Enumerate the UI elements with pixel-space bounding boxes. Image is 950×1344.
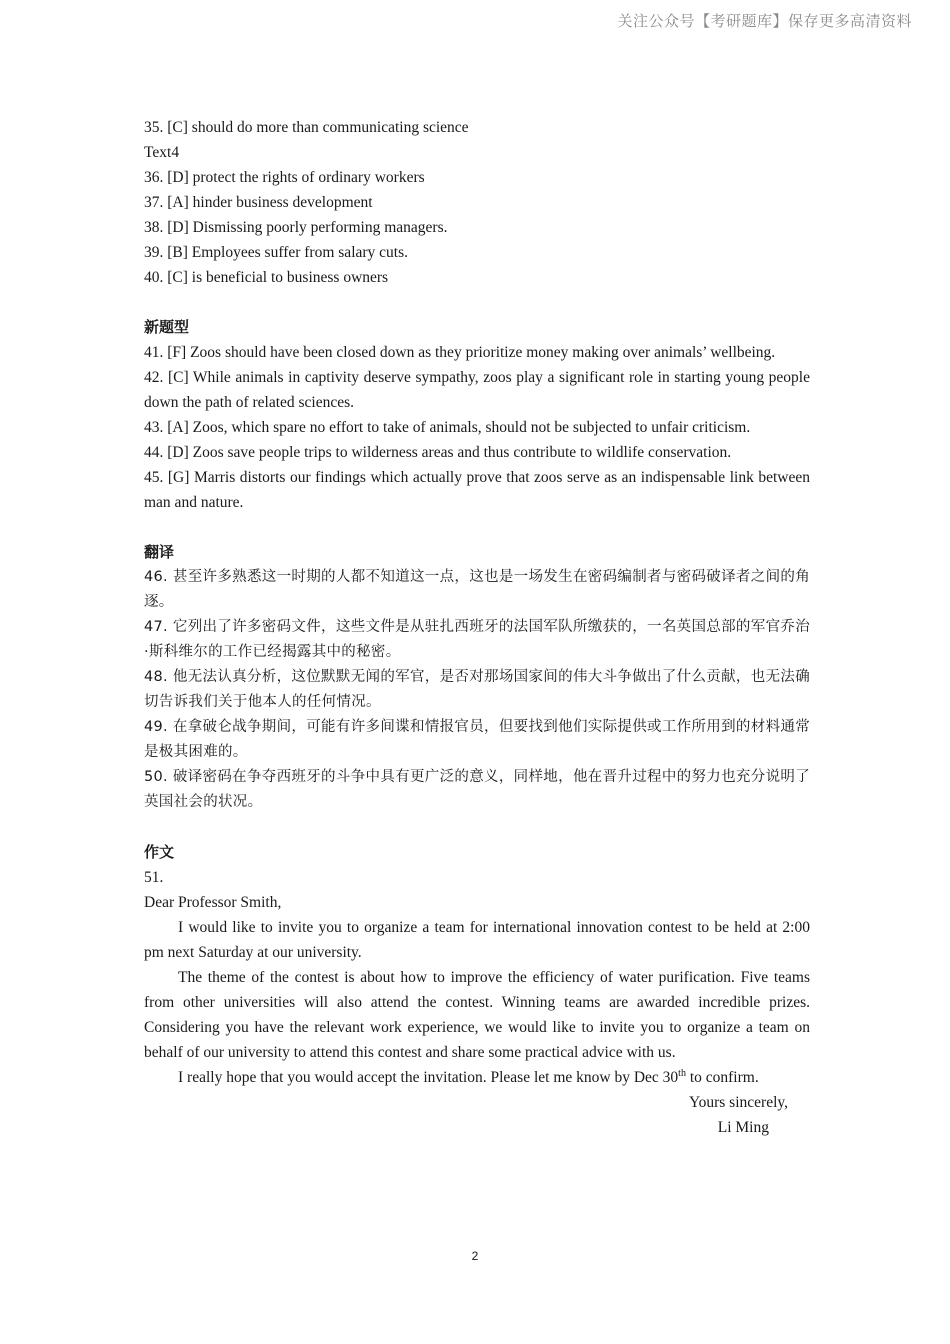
section-heading-new-type: 新题型 <box>144 318 190 336</box>
answer-39: 39. [B] Employees suffer from salary cuts. <box>144 244 409 261</box>
answer-35: 35. [C] should do more than communicating science <box>144 119 469 136</box>
page-number: 2 <box>471 1249 479 1263</box>
watermark-text: 关注公众号【考研题库】保存更多高清资料 <box>617 12 912 30</box>
answer-50: 50. 破译密码在争夺西班牙的斗争中具有更广泛的意义，同样地，他在晋升过程中的努力也充分说明了英国社会的状况。 <box>144 769 810 810</box>
answer-45: 45. [G] Marris distorts our findings which actually prove that zoos serve as an indispensable link between man and nature. <box>144 469 810 511</box>
letter-paragraph-2: The theme of the contest is about how to improve the efficiency of water purification. Five teams from other universities will also attend the contest. Winning teams are awarded incredible prizes. Considering you have the relevant work experience, we would like to invite you to organize a team on behalf of our university to attend this contest and share some practical advice with us. <box>144 969 810 1061</box>
letter-paragraph-3-end: to confirm. <box>685 1069 759 1086</box>
text4-label: Text4 <box>144 144 180 161</box>
answer-42: 42. [C] While animals in captivity deserve sympathy, zoos play a significant role in starting young people down the path of related sciences. <box>144 369 810 411</box>
section-heading-translation: 翻译 <box>144 543 175 561</box>
letter-paragraph-1: I would like to invite you to organize a team for international innovation contest to be held at 2:00 pm next Saturday at our university. <box>144 919 810 961</box>
answer-44: 44. [D] Zoos save people trips to wilderness areas and thus contribute to wildlife conservation. <box>144 444 732 461</box>
answer-49: 49. 在拿破仑战争期间，可能有许多间谍和情报官员，但要找到他们实际提供或工作所用到的材料通常是极其困难的。 <box>144 719 810 760</box>
letter-paragraph-3-text: I really hope that you would accept the invitation. Please let me know by Dec 30 <box>178 1069 679 1086</box>
answer-48: 48. 他无法认真分析，这位默默无闻的军官，是否对那场国家间的伟大斗争做出了什么贡献，也无法确切告诉我们关于他本人的任何情况。 <box>144 669 810 710</box>
answer-43: 43. [A] Zoos, which spare no effort to take of animals, should not be subjected to unfair criticism. <box>144 419 751 436</box>
ordinal-suffix: th <box>678 1067 686 1079</box>
answer-38: 38. [D] Dismissing poorly performing managers. <box>144 219 448 236</box>
section-heading-essay: 作文 <box>144 843 175 861</box>
answer-46: 46. 甚至许多熟悉这一时期的人都不知道这一点，这也是一场发生在密码编制者与密码破译者之间的角逐。 <box>144 569 810 610</box>
answer-36: 36. [D] protect the rights of ordinary workers <box>144 169 425 186</box>
answer-41: 41. [F] Zoos should have been closed down as they prioritize money making over animals’ wellbeing. <box>144 344 776 361</box>
answer-40: 40. [C] is beneficial to business owners <box>144 269 389 286</box>
answer-47: 47. 它列出了许多密码文件，这些文件是从驻扎西班牙的法国军队所缴获的，一名英国总部的军官乔治·斯科维尔的工作已经揭露其中的秘密。 <box>144 619 810 660</box>
answer-content <box>144 115 810 1140</box>
essay-number: 51. <box>144 869 164 886</box>
letter-salutation: Dear Professor Smith, <box>144 894 282 911</box>
answer-37: 37. [A] hinder business development <box>144 194 373 211</box>
letter-closing: Yours sincerely, <box>688 1094 788 1111</box>
letter-signature: Li Ming <box>717 1119 769 1136</box>
letter-paragraph-3 <box>144 1065 810 1090</box>
